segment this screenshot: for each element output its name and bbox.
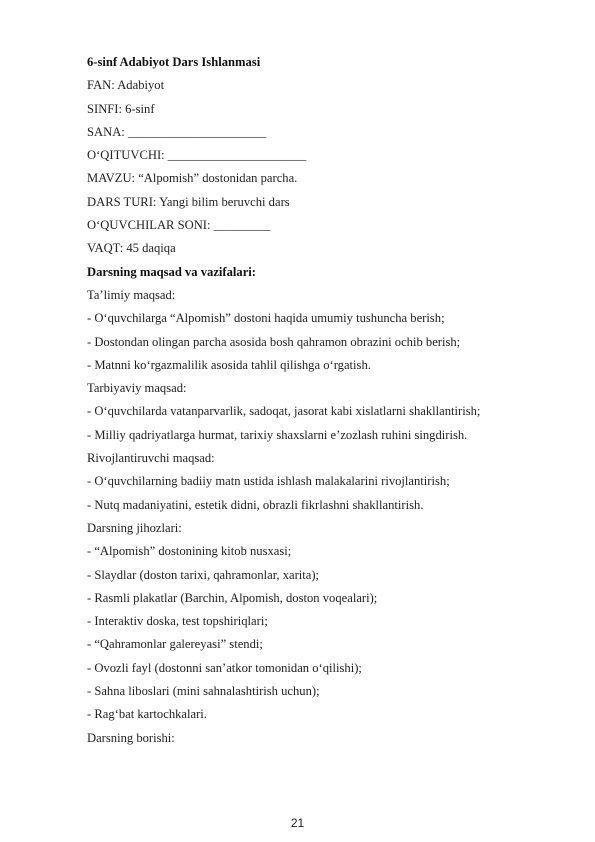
text-line: - “Qahramonlar galereyasi” stendi; [87,637,263,652]
text-line: Darsning jihozlari: [87,520,182,535]
text-line: O‘QUVCHILAR SONI: _________ [87,218,271,233]
text-line: Ta’limiy maqsad: [87,287,176,302]
text-line: FAN: Adabiyot [87,78,165,93]
text-line: - O‘quvchilarda vatanparvarlik, sadoqat, jasorat kabi xislatlarni shakllantirish; [87,404,481,419]
text-line: - Nutq madaniyatini, estetik didni, obrazli fikrlashni shakllantirish. [87,497,424,512]
text-line: MAVZU: “Alpomish” dostonidan parcha. [87,171,298,186]
text-line: SINFI: 6-sinf [87,101,155,116]
text-line: O‘QITUVCHI: ______________________ [87,148,307,163]
text-line: - Matnni ko‘rgazmalilik asosida tahlil qilishga o‘rgatish. [87,357,371,372]
text-line: - Milliy qadriyatlarga hurmat, tarixiy shaxslarni e’zozlash ruhini singdirish. [87,427,468,442]
text-line: VAQT: 45 daqiqa [87,241,176,256]
text-line: Darsning borishi: [87,730,175,745]
text-line: Rivojlantiruvchi maqsad: [87,451,215,466]
page-number: 21 [290,816,305,830]
text-line: - Rag‘bat kartochkalari. [87,707,207,722]
text-line: - O‘quvchilarga “Alpomish” dostoni haqida umumiy tushuncha berish; [87,311,445,326]
text-line: - Interaktiv doska, test topshiriqlari; [87,614,268,629]
text-line: - “Alpomish” dostonining kitob nusxasi; [87,544,292,559]
section-heading: 6-sinf Adabiyot Dars Ishlanmasi [87,55,261,69]
text-line: Tarbiyaviy maqsad: [87,381,187,396]
text-line: - Rasmli plakatlar (Barchin, Alpomish, doston voqealari); [87,590,378,605]
section-heading: Darsning maqsad va vazifalari: [87,264,256,279]
text-line: - Slaydlar (doston tarixi, qahramonlar, xarita); [87,567,320,582]
text-line: - Sahna liboslari (mini sahnalashtirish uchun); [87,684,320,699]
text-line: - Dostondan olingan parcha asosida bosh qahramon obrazini ochib berish; [87,334,461,349]
text-line: - Ovozli fayl (dostonni san’atkor tomonidan o‘qilishi); [87,660,362,675]
document-body [87,51,547,750]
text-line: DARS TURI: Yangi bilim beruvchi dars [87,194,290,209]
text-line: SANA: ______________________ [87,124,267,139]
text-line: - O‘quvchilarning badiiy matn ustida ishlash malakalarini rivojlantirish; [87,474,450,489]
